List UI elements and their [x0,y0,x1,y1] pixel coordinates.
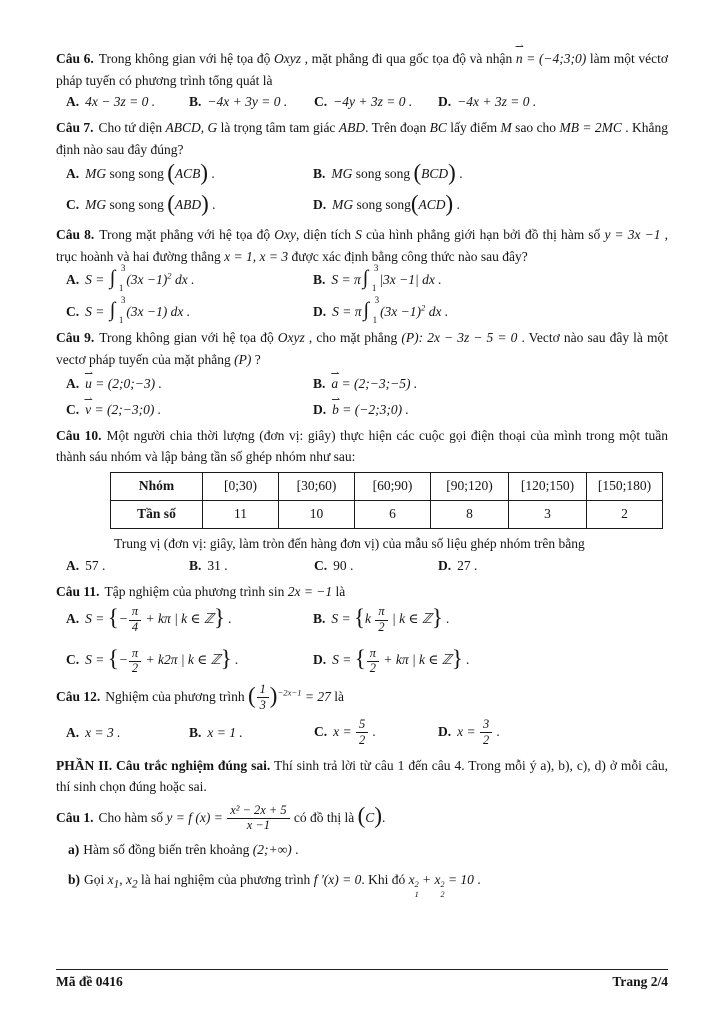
question-8 [56,224,668,326]
question-8-text: Câu 8. Trong mặt phẳng với hệ tọa độ Oxy, diện tích S của hình phẳng giới hạn bởi đồ thị hàm số y = 3x −1 , trục hoành và hai đường thẳng x = 1, x = 3 được xác định bằng công thức nào sau đây? [56,227,668,264]
question-8-label: Câu 8. [56,227,95,243]
table-cell: [90;120) [431,472,509,500]
question-9-option-a: A. u ⇀ = (2;0;−3) . [66,368,162,391]
question-8-option-b: B. S = π∫ 3 1 |3x −1| dx . [313,263,442,294]
question-7-option-b: B. MG song song (BCD) . [313,159,463,185]
question-7-options [56,159,668,217]
table-cell: 8 [431,500,509,528]
question-11-options [56,605,668,676]
question-10-option-d: D. 27 . [438,557,478,573]
table-cell: 10 [279,500,355,528]
question-6-label: Câu 6. [56,51,94,66]
question-6 [56,41,669,110]
table-cell: [30;60) [279,472,355,500]
question-9-option-c: C. v ⇀ = (2;−3;0) . [66,394,162,417]
question-6-option-c: C. −4y + 3z = 0 . [314,94,413,110]
question-12-option-b: B. x = 1 . [189,724,243,740]
question-11-text: Câu 11. Tập nghiệm của phương trình sin 2x = −1 là [56,583,346,599]
part2-question-1-text: Câu 1. Cho hàm số y = f (x) = $\frac{\text{x² − 2x + 5}}{x -1}$ có đồ thị là (C). [56,802,386,833]
exam-code: Mã đề 0416 [56,974,123,989]
question-7-label: Câu 7. [56,120,94,136]
question-7-option-a: A. MG song song (ACB) . [66,159,215,185]
question-10-option-c: C. 90 . [314,557,354,573]
question-11-option-b: B. S = {k $\frac{\pi}{2}$ | k ∈ ℤ} . [313,604,450,635]
table-cell: [60;90) [355,472,431,500]
question-12 [56,683,668,748]
question-10-options [56,558,668,574]
question-9-label: Câu 9. [56,330,95,346]
question-11 [56,581,668,676]
part2-heading: PHẦN II. Câu trắc nghiệm đúng sai. Thí sinh trả lời từ câu 1 đến câu 4. Trong mỗi ý a), b), c), d) ở mỗi câu, thí sinh chọn đúng hoặc sai. [56,757,668,795]
table-cell: 2 [587,500,663,528]
table-cell: 6 [355,500,431,528]
question-9-option-b: B. a ⇀ = (2;−3;−5) . [313,368,418,391]
question-8-option-d: D. S = π∫ 3 1 $(3x -1)^2$ dx . [313,295,449,326]
part2-question-1-item-a: a) Hàm số đồng biến trên khoảng (2;+∞) . [68,842,299,858]
question-12-option-c: C. x = $\frac{5}{2}$ . [314,717,376,747]
question-9-option-d: D. b ⇀ = (−2;3;0) . [313,394,409,417]
question-6-option-d: D. −4x + 3z = 0 . [438,94,537,110]
question-10-text: Câu 10. Một người chia thời lượng (đơn vị: giây) thực hiện các cuộc gọi điện thoại của mình trong một tuần thành sáu nhóm và lập bảng tần số ghép nhóm như sau: [56,427,668,465]
table-cell: [150;180) [587,472,663,500]
question-8-option-a: A. S = ∫ 3 1 $(3x -1)^2$ dx . [66,263,195,294]
part2-question-1-item-b: b) Gọi $x_1$, $x_2$ là hai nghiệm của phương trình f ′(x) = 0. Khi đó x 2 1 + x 2 2 = 10 . [68,871,481,899]
question-10-option-a: A. 57 . [66,557,106,573]
page-footer [56,969,668,990]
question-7 [56,117,668,217]
question-7-option-d: D. MG song song(ACD) . [313,190,460,216]
question-12-option-a: A. x = 3 . [66,724,121,740]
table-cell: Nhóm [111,472,203,500]
question-7-option-c: C. MG song song (ABD) . [66,190,216,216]
table-cell: 11 [203,500,279,528]
question-11-label: Câu 11. [56,583,100,599]
question-11-option-c: C. S = {− $\frac{\pi}{2}$ + k2π | k ∈ ℤ} . [66,645,239,676]
question-12-option-d: D. x = $\frac{3}{2}$ . [438,717,500,747]
frequency-table-value-row [111,500,663,528]
question-6-option-a: A. 4x − 3z = 0 . [66,94,156,110]
frequency-table [110,472,663,529]
question-10-subtext: Trung vị (đơn vị: giây, làm tròn đến hàng đơn vị) của mẫu số liệu ghép nhóm trên bằng [114,535,585,551]
part2-question-1 [56,804,668,900]
question-8-option-c: C. S = ∫ 3 1 (3x −1) dx . [66,295,191,326]
question-7-text: Câu 7. Cho tứ diện ABCD, G là trọng tâm tam giác ABD. Trên đoạn BC lấy điểm M sao cho MB = 2MC . Khẳng định nào sau đây đúng? [56,120,668,157]
frequency-table-header-row [111,472,663,500]
table-cell: [0;30) [203,472,279,500]
table-cell: [120;150) [509,472,587,500]
question-9-options [56,368,668,418]
question-10-option-b: B. 31 . [189,557,228,573]
question-12-options [56,718,668,747]
question-6-options [56,94,668,110]
question-9 [56,327,668,417]
table-cell: 3 [509,500,587,528]
question-6-text: Câu 6. Trong không gian với hệ tọa độ Oxyz , mặt phẳng đi qua gốc tọa độ và nhận n ⇀ = (−4;3;0) làm một véctơ pháp tuyến có phương trình tổng quát là [56,41,669,88]
question-10-label: Câu 10. [56,427,102,443]
question-9-text: Câu 9. Trong không gian với hệ tọa độ Oxyz , cho mặt phẳng (P): 2x − 3z − 5 = 0 . Vectơ nào sau đây là một vectơ pháp tuyến của mặt phẳng (P) ? [56,330,669,368]
page-number: Trang 2/4 [612,974,668,989]
question-10 [56,425,668,574]
question-12-label: Câu 12. [56,688,101,704]
question-12-text: Câu 12. Nghiệm của phương trình ( $\frac{1}{3}$ )$^{-2x-1}$ = 27 là [56,681,345,712]
question-11-option-d: D. S = { $\frac{\pi}{2}$ + kπ | k ∈ ℤ} . [313,645,470,676]
question-8-options [56,263,668,326]
part2-question-1-label: Câu 1. [56,809,94,825]
question-11-option-a: A. S = {− $\frac{\pi}{4}$ + kπ | k ∈ ℤ} . [66,604,232,635]
question-6-option-b: B. −4x + 3y = 0 . [189,94,288,110]
table-cell: Tần số [111,500,203,528]
